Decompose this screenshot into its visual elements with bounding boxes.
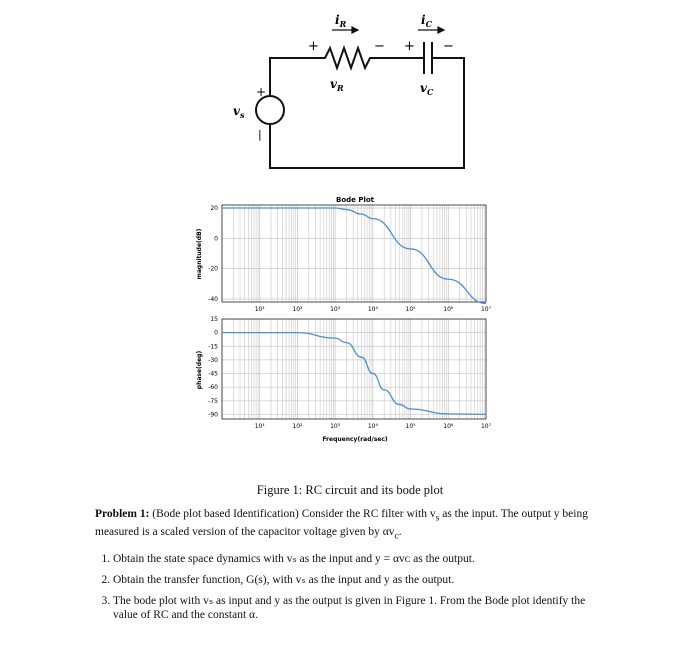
problem-statement <box>95 507 610 629</box>
phase-ytick-label: -45 <box>208 370 218 378</box>
problem-item: 3. The bode plot with vₛ as input and y as the output is given in Figure 1. From the Bode plot identify the value of RC and the constant α. <box>113 594 610 622</box>
problem-item: 1. Obtain the state space dynamics with vₛ as the input and y = αvᴄ as the output. <box>113 552 610 566</box>
label-vs: $v_s$ <box>233 104 245 120</box>
capacitor-plus-sign: + <box>404 39 415 54</box>
label-ic: $i_C$ <box>421 13 432 29</box>
mag-xtick-label: 10⁷ <box>480 306 492 313</box>
label-ir: $i_R$ <box>335 13 347 29</box>
phase-ytick-label: 15 <box>210 316 218 323</box>
magnitude-panel <box>208 205 491 313</box>
phase-ytick-label: -90 <box>208 411 218 419</box>
mag-ytick-label: 0 <box>214 235 218 243</box>
problem-intro <box>95 507 610 544</box>
resistor-minus-sign: − <box>374 39 385 54</box>
problem-text3: . <box>398 526 402 539</box>
capacitor-minus-sign: − <box>443 39 454 54</box>
phase-xtick-label: 10⁵ <box>405 423 416 430</box>
mag-xtick-label: 10² <box>292 306 303 313</box>
figure-caption: Figure 1: RC circuit and its bode plot <box>256 483 444 497</box>
phase-ytick-label: 0 <box>214 329 218 337</box>
phase-ylabel: phase(deg) <box>196 350 203 390</box>
problem-text2-sub: c <box>394 530 399 542</box>
source-plus-sign: + <box>256 85 267 99</box>
label-vr: $v_R$ <box>330 77 344 93</box>
problem-text: (Bode plot based Identification) Consider the RC filter with v <box>152 508 436 520</box>
mag-ytick-label: -20 <box>208 265 218 273</box>
resistor-plus-sign: + <box>308 39 319 54</box>
phase-xtick-label: 10¹ <box>254 423 265 430</box>
problem-lead: Problem 1: <box>95 508 150 520</box>
phase-xtick-label: 10³ <box>330 423 341 430</box>
bode-title: Bode Plot <box>335 196 375 204</box>
mag-xtick-label: 10¹ <box>254 306 265 313</box>
phase-xlabel: Frequency(rad/sec) <box>322 436 388 443</box>
mag-ytick-label: 20 <box>210 205 218 213</box>
mag-xtick-label: 10⁶ <box>443 306 454 313</box>
problem-items <box>95 552 610 622</box>
label-vc: $v_C$ <box>420 81 434 97</box>
phase-xtick-label: 10⁷ <box>480 423 492 430</box>
phase-ytick-label: -15 <box>208 343 218 351</box>
mag-xtick-label: 10⁴ <box>367 306 378 313</box>
magnitude-ylabel: magnitude(dB) <box>196 228 203 280</box>
phase-ytick-label: -30 <box>208 356 218 364</box>
mag-ytick-label: -40 <box>208 295 218 303</box>
source-minus-sign: | <box>258 128 262 141</box>
phase-ytick-label: -60 <box>208 384 218 392</box>
phase-panel <box>208 316 491 430</box>
problem-text2: as the input. The output y being measured is a scaled version of the capacitor voltage given by αv <box>95 508 588 539</box>
phase-xtick-label: 10⁴ <box>367 423 378 430</box>
phase-ytick-label: -75 <box>208 397 218 405</box>
mag-xtick-label: 10⁵ <box>405 306 416 313</box>
problem-text-sub: s <box>435 512 440 524</box>
phase-xtick-label: 10² <box>292 423 303 430</box>
phase-xtick-label: 10⁶ <box>443 423 454 430</box>
problem-item: 2. Obtain the transfer function, G(s), with vₛ as the input and y as the output. <box>113 573 610 587</box>
mag-xtick-label: 10³ <box>330 306 341 313</box>
